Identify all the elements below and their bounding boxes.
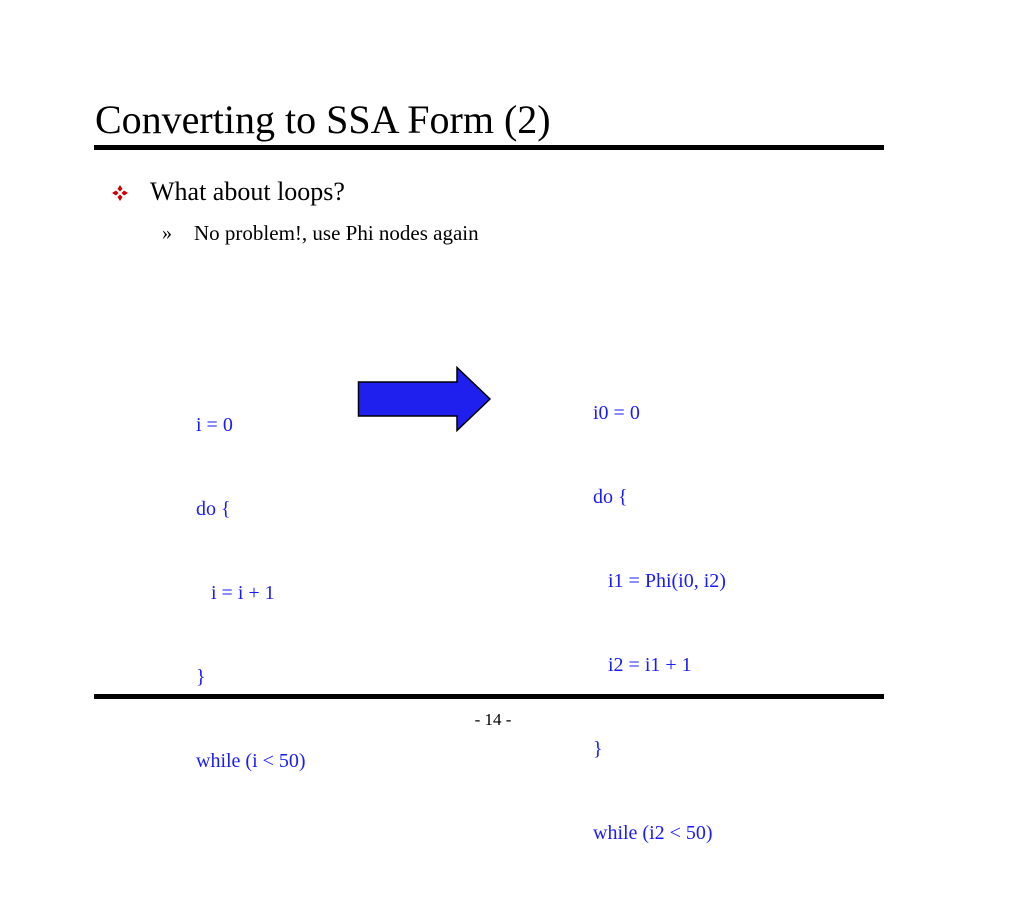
diamond-bullet-icon <box>112 185 128 201</box>
code-line: i = i + 1 <box>196 582 275 604</box>
code-line: } <box>593 738 603 760</box>
code-line: do { <box>196 498 231 520</box>
slide-title: Converting to SSA Form (2) <box>95 97 551 142</box>
code-line: i2 = i1 + 1 <box>593 654 692 676</box>
bullet-text: What about loops? <box>150 177 345 206</box>
right-arrow-icon <box>357 366 492 432</box>
code-line: i1 = Phi(i0, i2) <box>593 570 726 592</box>
code-line: while (i2 < 50) <box>593 822 713 844</box>
code-line: i0 = 0 <box>593 402 640 424</box>
code-line: } <box>196 666 206 688</box>
footer-rule <box>94 694 884 699</box>
code-before <box>196 355 306 831</box>
sub-bullet-text: No problem!, use Phi nodes again <box>194 221 479 245</box>
sub-bullet-item <box>162 220 479 246</box>
code-line: while (i < 50) <box>196 750 306 772</box>
code-line: do { <box>593 486 628 508</box>
code-after <box>593 343 726 903</box>
page-number: - 14 - <box>474 710 512 729</box>
title-rule <box>94 145 884 150</box>
sub-bullet-marker: » <box>162 222 172 244</box>
code-line: i = 0 <box>196 414 233 436</box>
bullet-item <box>112 176 345 208</box>
